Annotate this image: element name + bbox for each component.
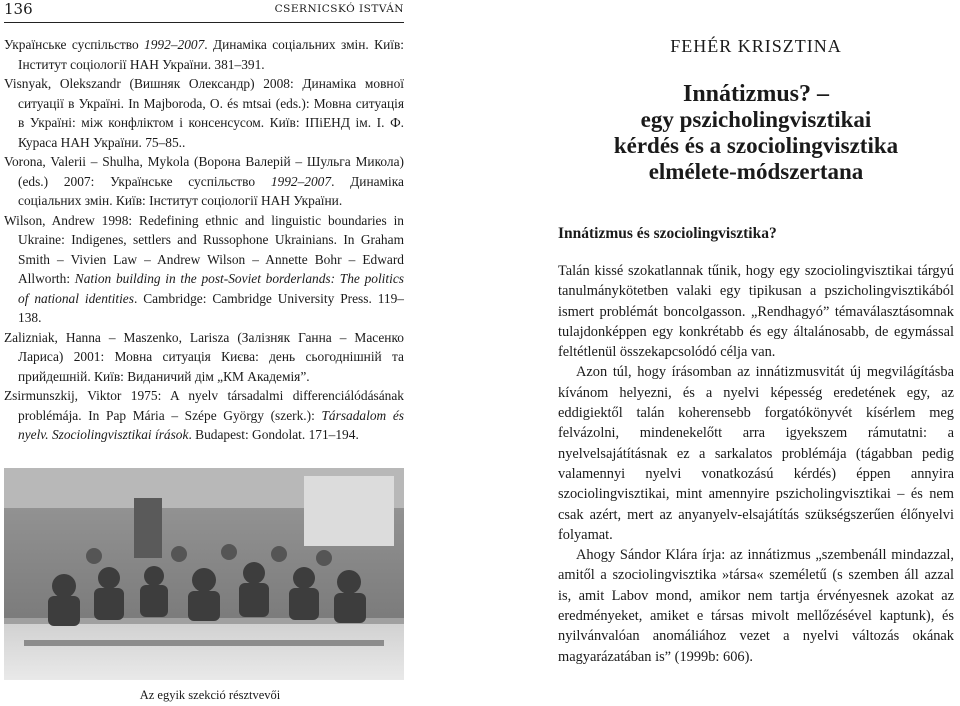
reference-italic-text: 1992–2007	[144, 37, 205, 52]
reference-entry	[4, 152, 404, 211]
reference-text: . Budapest: Gondolat. 171–194.	[188, 427, 359, 442]
title-line: elmélete-módszertana	[648, 159, 864, 184]
gutter	[420, 0, 540, 706]
page-number: 136	[4, 0, 33, 18]
reference-text: Українське суспільство	[4, 37, 145, 52]
title-line: Innátizmus? –	[682, 81, 830, 107]
article-title	[558, 81, 954, 185]
reference-text: Visnyak, Olekszandr (Вишняк Олександр) 2008: Динаміка мовної ситуації в Україні. In Majboroda, O. és mtsai (eds.): Мовна ситуація в Україні: між конфліктом і консенсусом. Київ: ІПіЕНД ім. І. Ф. Кураса НАН України. 75–85..	[4, 76, 404, 150]
reference-entry	[4, 35, 404, 74]
right-page	[540, 0, 960, 706]
reference-list	[4, 35, 404, 445]
paragraph: Ahogy Sándor Klára írja: az innátizmus „szembenáll mindazzal, amitől a szociolingvisztika »társa« személetű (s szemben áll azzal is, amit Labov mond, amikor nem tartja érvényesnek azokat az eredményeket, amiket e társas mivolt mellőzésével kaptunk), és nyilvánvalóan anomáliához vezet a nyelvi változás okának magyarázatában is” (1999b: 606).	[558, 547, 954, 665]
reference-italic-text: Nation building in the post-Soviet borderlands: The politics of national identities	[18, 271, 405, 306]
reference-text: Zsirmunszkij, Viktor 1975: A nyelv társadalmi differenciálódásának problémája. In Pap Mária – Szépe György (szerk.):	[4, 388, 404, 423]
title-line: kérdés és a szociolingvisztika	[613, 133, 899, 158]
reference-text: . Динаміка соціальних змін. Київ: Інститут соціології НАН України.	[18, 173, 404, 208]
running-head: CSERNICSKÓ ISTVÁN	[274, 3, 404, 15]
reference-text: Zalizniak, Hanna – Maszenko, Larisza (Залізняк Ганна – Масенко Лариса) 2001: Мовна ситуація Києва: день сьогоднішній та прийдешній. Київ: Виданичий дім „КМ Академія”.	[4, 329, 404, 384]
reference-text: Wilson, Andrew 1998: Redefining ethnic and linguistic boundaries in Ukraine: Indigenes, settlers and Russophone Ukrainians. In Graham Smith – Vivien Law – Andrew Wilson – Annette Bohr – Edward Allworth:	[4, 212, 404, 286]
reference-entry	[4, 328, 404, 387]
reference-text: Vorona, Valerii – Shulha, Mykola (Ворона Валерій – Шульга Микола) (eds.) 2007: Українське суспільство	[4, 154, 404, 189]
photo-caption: Az egyik szekció résztvevői	[139, 688, 281, 702]
article-body	[558, 261, 954, 667]
conference-photo	[4, 468, 404, 680]
reference-italic-text: 1992–2007	[270, 173, 332, 189]
reference-entry	[4, 74, 404, 152]
reference-text: . Cambridge: Cambridge University Press. 119–138.	[18, 290, 404, 325]
reference-entry	[4, 211, 404, 328]
reference-italic-text: Társadalom és nyelv. Szociolingvisztikai írások	[18, 407, 404, 442]
article-author: FEHÉR KRISZTINA	[670, 36, 842, 56]
section-heading: Innátizmus és szociolingvisztika?	[558, 225, 777, 242]
photo-session-participants	[4, 468, 404, 680]
left-page-header	[4, 0, 404, 23]
reference-entry	[4, 386, 404, 445]
reference-text: . Динаміка соціальних змін. Київ: Інститут соціології НАН України. 381–391.	[18, 37, 404, 72]
paragraph: Talán kissé szokatlannak tűnik, hogy egy szociolingvisztikai tárgyú tanulmánykötetben valaki egy tipikusan a pszicholingvisztikából ismert problémát boncolgasson. „Rendhagyó” témaválasztásomnak tulajdonképpen egy konkrétabb és egy általánosabb, de egymással feltétlenül összekapcsolódó célja van.	[558, 263, 954, 361]
title-line: egy pszicholingvisztikai	[640, 107, 872, 132]
paragraph: Azon túl, hogy írásomban az innátizmusvitát új megvilágításba kívánom helyezni, és a nyelvi képesség eredetének egy, az eddigiektől talán koherensebb forgatókönyvét kísérlem meg felvázolni, mindenekelőtt arra igyekszem rámutatni: a nyelvelsajátításnak ez a sarkalatos problémája (tágabban pedig valamennyi nyelvi vonatkozású kérdés) éppen annyira szociolingvisztikai, mint amennyire pszicholingvisztikai – és nem csak azért, mert az anyanyelv-elsajátítás szükségszerűen élőnyelvi folyamat.	[558, 364, 954, 543]
